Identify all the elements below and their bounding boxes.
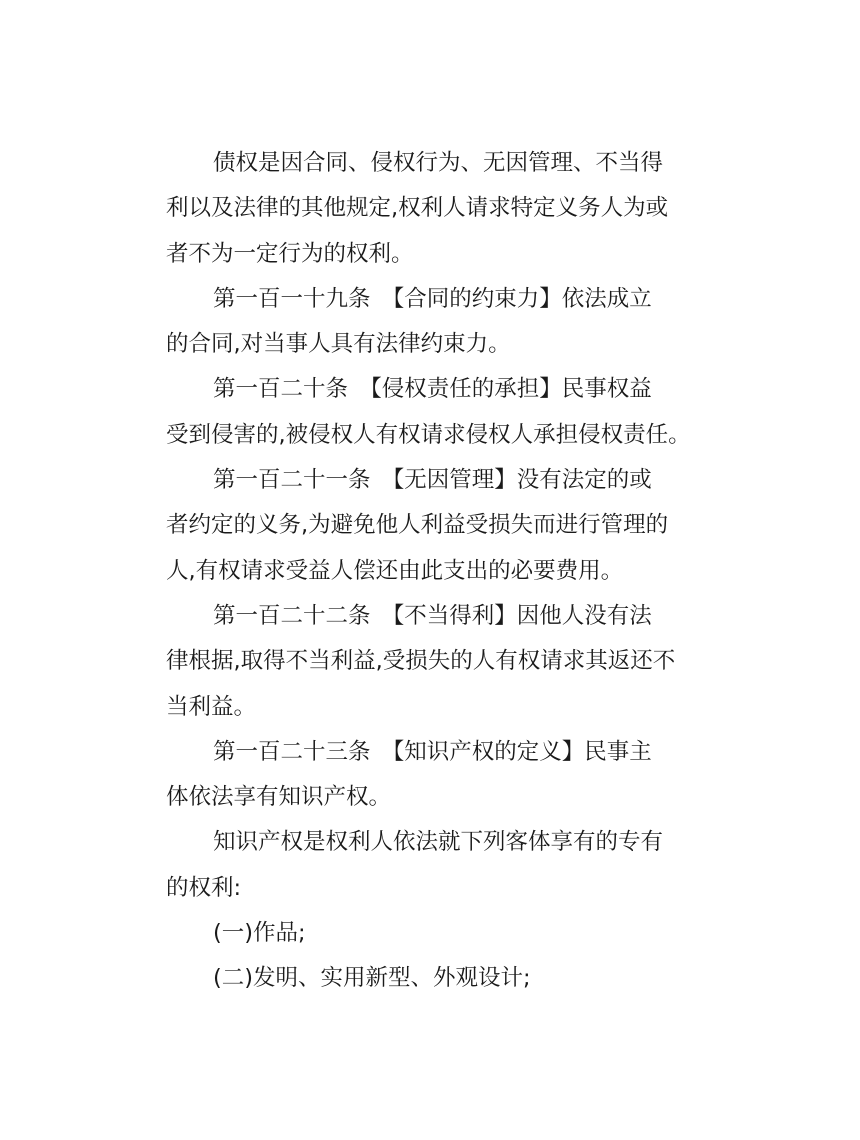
text-line: 者约定的义务,为避免他人利益受损失而进行管理的 — [166, 512, 669, 539]
text-line: 利以及法律的其他规定,权利人请求特定义务人为或 — [166, 195, 669, 222]
article-122-heading-line: 第一百二十二条 【不当得利】因他人没有法 — [213, 602, 652, 629]
text-line: 律根据,取得不当利益,受损失的人有权请求其返还不 — [166, 648, 676, 675]
list-item: (一)作品; — [213, 920, 306, 947]
article-119-heading-line: 第一百一十九条 【合同的约束力】依法成立 — [213, 285, 652, 312]
article-120-heading-line: 第一百二十条 【侵权责任的承担】民事权益 — [213, 376, 652, 403]
text-line: 的合同,对当事人具有法律约束力。 — [166, 331, 511, 358]
list-item: (二)发明、实用新型、外观设计; — [213, 965, 531, 992]
text-line: 债权是因合同、侵权行为、无因管理、不当得 — [213, 150, 664, 176]
text-line: 体依法享有知识产权。 — [166, 784, 392, 811]
text-line: 人,有权请求受益人偿还由此支出的必要费用。 — [166, 557, 624, 584]
text-line: 者不为一定行为的权利。 — [166, 240, 414, 267]
text-line: 受到侵害的,被侵权人有权请求侵权人承担侵权责任。 — [166, 421, 691, 448]
article-123-heading-line: 第一百二十三条 【知识产权的定义】民事主 — [213, 738, 652, 765]
text-line: 知识产权是权利人依法就下列客体享有的专有 — [213, 829, 664, 856]
text-line: 的权利: — [166, 874, 242, 901]
text-line: 当利益。 — [166, 693, 257, 720]
document-body — [166, 141, 696, 1002]
article-121-heading-line: 第一百二十一条 【无因管理】没有法定的或 — [213, 467, 652, 494]
